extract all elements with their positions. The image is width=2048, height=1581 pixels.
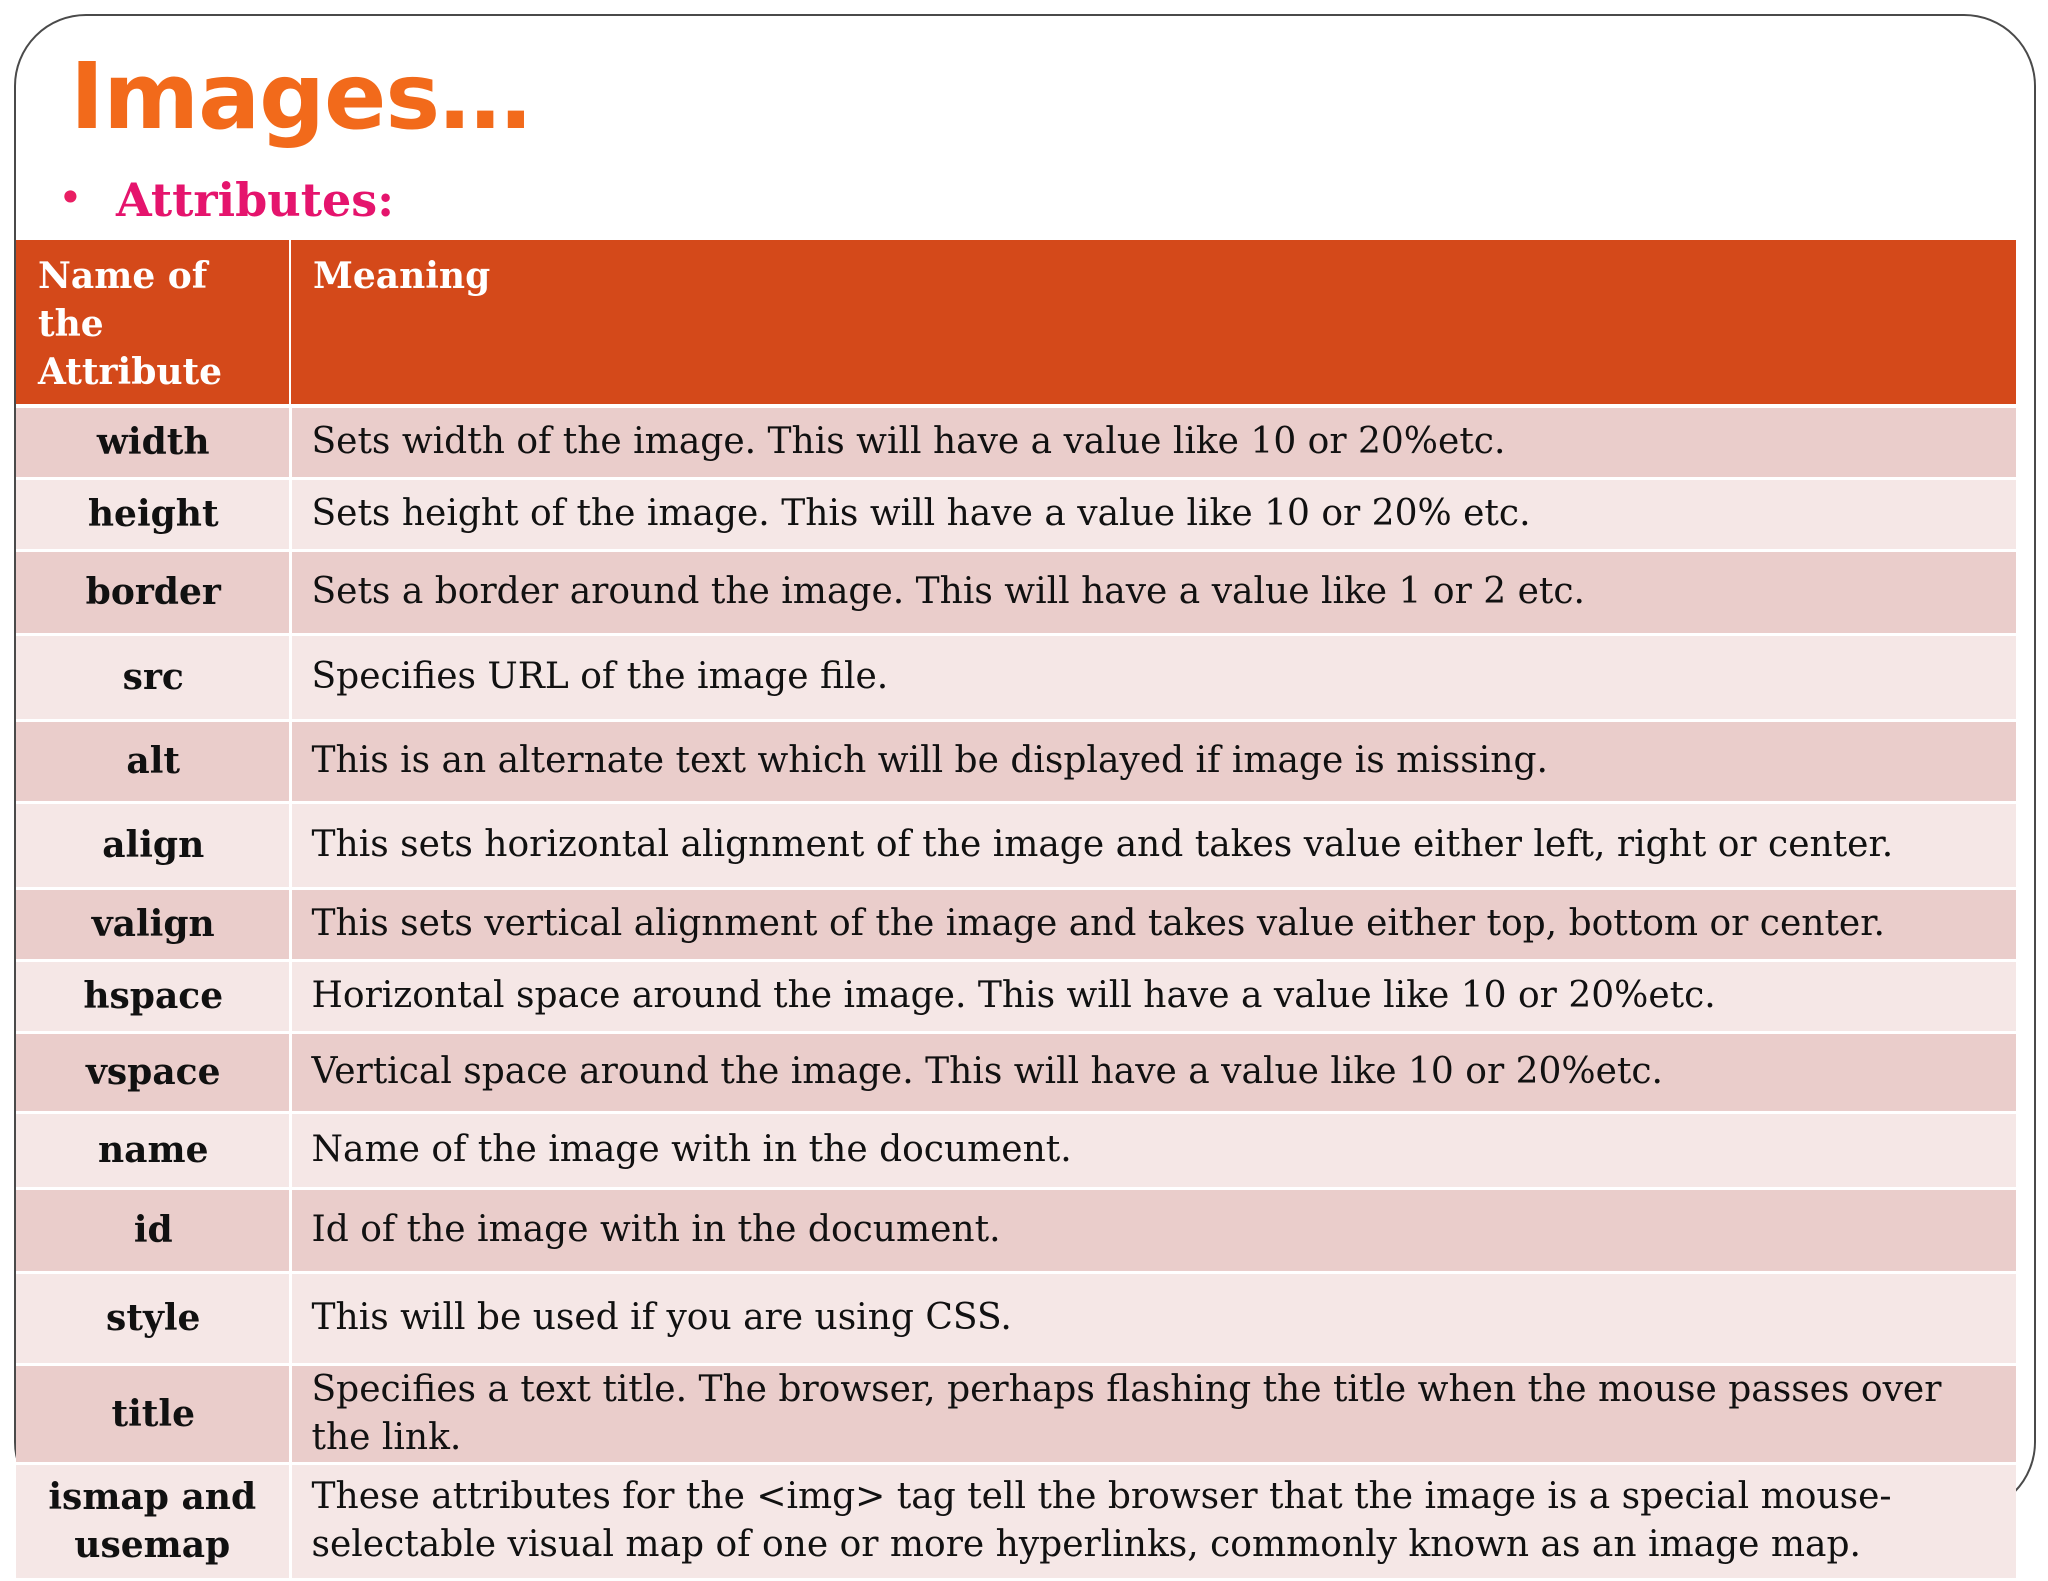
- attribute-meaning-cell: This is an alternate text which will be displayed if image is missing.: [290, 720, 2016, 802]
- table-row: [16, 1463, 2016, 1579]
- table-row: [16, 634, 2016, 720]
- attribute-meaning-cell: This sets horizontal alignment of the image and takes value either left, right or center.: [290, 802, 2016, 888]
- attribute-name-cell: name: [16, 1112, 290, 1188]
- attribute-meaning-cell: These attributes for the <img> tag tell the browser that the image is a special mouse-selectable visual map of one or more hyperlinks, commonly known as an image map.: [290, 1463, 2016, 1579]
- header-attribute-name: Name of the Attribute: [16, 240, 290, 406]
- section-subtitle: Attributes:: [116, 173, 395, 227]
- table-row: [16, 550, 2016, 634]
- attribute-name-cell: hspace: [16, 960, 290, 1032]
- attribute-name-cell: alt: [16, 720, 290, 802]
- table-row: [16, 802, 2016, 888]
- table-row: [16, 1112, 2016, 1188]
- attribute-meaning-cell: Specifies a text title. The browser, perhaps flashing the title when the mouse passes over the link.: [290, 1364, 2016, 1463]
- table-row: [16, 888, 2016, 960]
- attribute-name-cell: id: [16, 1188, 290, 1272]
- attribute-name-cell: height: [16, 478, 290, 550]
- attribute-name-cell: align: [16, 802, 290, 888]
- attribute-name-cell: border: [16, 550, 290, 634]
- table-row: [16, 960, 2016, 1032]
- attribute-meaning-cell: Sets a border around the image. This will have a value like 1 or 2 etc.: [290, 550, 2016, 634]
- table-row: [16, 1032, 2016, 1112]
- attribute-meaning-cell: Specifies URL of the image file.: [290, 634, 2016, 720]
- attribute-name-cell: width: [16, 406, 290, 478]
- attributes-table: [16, 240, 2016, 1581]
- attribute-meaning-cell: Id of the image with in the document.: [290, 1188, 2016, 1272]
- slide-title: Images…: [70, 43, 531, 150]
- table-row: [16, 1364, 2016, 1463]
- attribute-name-cell: ismap and usemap: [16, 1463, 290, 1579]
- attribute-meaning-cell: This will be used if you are using CSS.: [290, 1272, 2016, 1364]
- attribute-meaning-cell: Sets height of the image. This will have a value like 10 or 20% etc.: [290, 478, 2016, 550]
- table-row: [16, 478, 2016, 550]
- attribute-name-cell: vspace: [16, 1032, 290, 1112]
- attribute-meaning-cell: This sets vertical alignment of the image and takes value either top, bottom or center.: [290, 888, 2016, 960]
- header-meaning: Meaning: [290, 240, 2016, 406]
- attribute-meaning-cell: Name of the image with in the document.: [290, 1112, 2016, 1188]
- table-row: [16, 720, 2016, 802]
- table-row: [16, 1188, 2016, 1272]
- attribute-name-cell: src: [16, 634, 290, 720]
- attribute-name-cell: style: [16, 1272, 290, 1364]
- attribute-name-cell: valign: [16, 888, 290, 960]
- bullet-icon: •: [58, 173, 83, 222]
- table-row: [16, 406, 2016, 478]
- table-header-row: [16, 240, 2016, 406]
- attribute-name-cell: title: [16, 1364, 290, 1463]
- table-row: [16, 1272, 2016, 1364]
- attribute-meaning-cell: Horizontal space around the image. This will have a value like 10 or 20%etc.: [290, 960, 2016, 1032]
- attribute-meaning-cell: Vertical space around the image. This will have a value like 10 or 20%etc.: [290, 1032, 2016, 1112]
- attribute-meaning-cell: Sets width of the image. This will have a value like 10 or 20%etc.: [290, 406, 2016, 478]
